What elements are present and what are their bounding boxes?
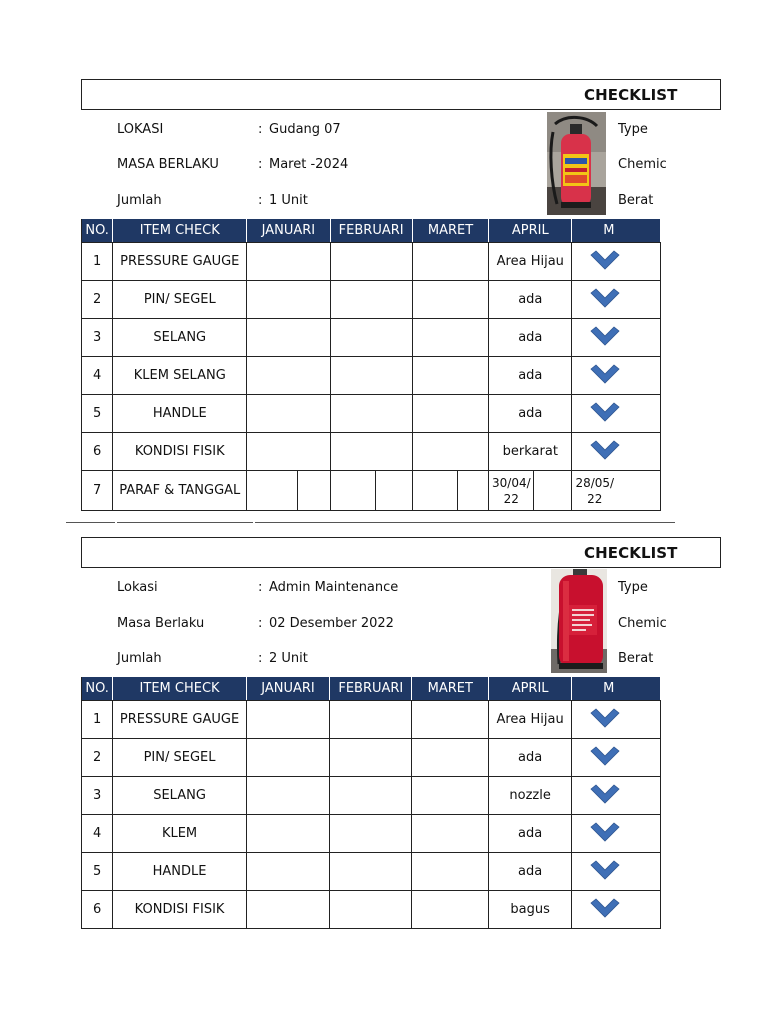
table-row xyxy=(82,357,661,395)
cell-januari xyxy=(246,891,329,929)
cell-mei xyxy=(572,319,661,357)
cell-februari xyxy=(330,777,412,815)
sheet2-masa-label: Masa Berlaku xyxy=(117,616,205,631)
sheet2-extinguisher-photo xyxy=(551,569,607,673)
row-item: PIN/ SEGEL xyxy=(113,739,247,777)
header-april: APRIL xyxy=(489,677,572,701)
cell-april: ada xyxy=(489,395,572,433)
sheet2-colon-2: : xyxy=(258,616,263,631)
cell-februari xyxy=(330,739,412,777)
sheet2-title: CHECKLIST xyxy=(584,544,678,562)
sheet1-lokasi-label: LOKASI xyxy=(117,122,164,137)
cell-februari xyxy=(330,243,412,281)
row-item: KLEM SELANG xyxy=(113,357,247,395)
cell-maret xyxy=(412,433,489,471)
cell-mei xyxy=(572,701,661,739)
cell-mei xyxy=(572,395,661,433)
check-icon xyxy=(590,859,620,885)
header-maret: MARET xyxy=(412,677,489,701)
table-row xyxy=(82,739,661,777)
row-item: SELANG xyxy=(113,777,247,815)
row-no: 1 xyxy=(82,701,113,739)
row-item: PARAF & TANGGAL xyxy=(113,471,247,511)
cell-april: ada xyxy=(489,853,572,891)
sheet1-title: CHECKLIST xyxy=(584,86,678,104)
cell-januari xyxy=(247,357,330,395)
cell-januari-split xyxy=(247,471,330,511)
row-no: 5 xyxy=(82,853,113,891)
cell-mei xyxy=(572,243,661,281)
april-date-line2: 22 xyxy=(503,491,519,506)
check-icon xyxy=(590,287,620,313)
sheet1-title-box xyxy=(81,79,721,110)
row-no: 3 xyxy=(82,777,113,815)
header-item-check: ITEM CHECK xyxy=(113,677,247,701)
sheet1-colon-2: : xyxy=(258,157,263,172)
row-no: 4 xyxy=(82,815,113,853)
sheet1-lokasi-value: Gudang 07 xyxy=(269,122,341,137)
cell-maret xyxy=(412,319,489,357)
cell-februari xyxy=(330,853,412,891)
cell-februari xyxy=(330,357,412,395)
row-no: 1 xyxy=(82,243,113,281)
table-row xyxy=(82,815,661,853)
check-icon xyxy=(590,439,620,465)
row-item: PRESSURE GAUGE xyxy=(113,243,247,281)
cell-januari xyxy=(247,281,330,319)
sheet1-header-row xyxy=(82,219,661,243)
sheet1-masa-value: Maret -2024 xyxy=(269,157,349,172)
paraf-row xyxy=(82,471,661,511)
row-no: 3 xyxy=(82,319,113,357)
table-row xyxy=(82,319,661,357)
header-januari: JANUARI xyxy=(246,677,329,701)
cell-mei xyxy=(572,891,661,929)
sheet1-jumlah-label: Jumlah xyxy=(117,193,162,208)
cell-mei xyxy=(572,739,661,777)
april-paraf-date xyxy=(489,471,534,510)
mei-date-line1: 28/05/ xyxy=(575,475,615,490)
check-icon xyxy=(590,401,620,427)
check-icon xyxy=(590,783,620,809)
cell-maret xyxy=(412,853,489,891)
row-item: KONDISI FISIK xyxy=(113,433,247,471)
header-februari: FEBRUARI xyxy=(330,219,412,243)
row-no: 6 xyxy=(82,433,113,471)
cell-april: ada xyxy=(489,739,572,777)
mei-paraf-date xyxy=(572,471,617,510)
row-no: 5 xyxy=(82,395,113,433)
separator-line-left xyxy=(66,522,115,523)
cell-mei xyxy=(572,281,661,319)
sheet2-colon-3: : xyxy=(258,651,263,666)
cell-februari xyxy=(330,433,412,471)
header-item-check: ITEM CHECK xyxy=(113,219,247,243)
cell-januari xyxy=(246,815,329,853)
row-item: PIN/ SEGEL xyxy=(113,281,247,319)
separator-line-right xyxy=(255,522,675,523)
table-row xyxy=(82,777,661,815)
row-item: KLEM xyxy=(113,815,247,853)
row-item: HANDLE xyxy=(113,853,247,891)
sheet1-masa-label: MASA BERLAKU xyxy=(117,157,219,172)
april-paraf-sign xyxy=(534,471,571,510)
april-date-line1: 30/04/ xyxy=(492,475,531,490)
cell-maret xyxy=(412,815,489,853)
cell-april: ada xyxy=(489,815,572,853)
cell-maret xyxy=(412,357,489,395)
sheet2-colon-1: : xyxy=(258,580,263,595)
cell-maret xyxy=(412,739,489,777)
check-icon xyxy=(590,363,620,389)
row-no: 7 xyxy=(82,471,113,511)
cell-april: berkarat xyxy=(489,433,572,471)
sheet2-berat-label: Berat xyxy=(618,651,654,666)
row-no: 2 xyxy=(82,281,113,319)
cell-april: bagus xyxy=(489,891,572,929)
table-row xyxy=(82,853,661,891)
cell-maret xyxy=(412,701,489,739)
cell-maret xyxy=(412,777,489,815)
cell-februari xyxy=(330,395,412,433)
header-mei: M xyxy=(572,219,661,243)
cell-februari xyxy=(330,319,412,357)
cell-april: ada xyxy=(489,319,572,357)
sheet1-colon-3: : xyxy=(258,193,263,208)
row-no: 4 xyxy=(82,357,113,395)
header-no: NO. xyxy=(82,677,113,701)
row-item: SELANG xyxy=(113,319,247,357)
cell-februari xyxy=(330,891,412,929)
check-icon xyxy=(590,821,620,847)
sheet2-jumlah-value: 2 Unit xyxy=(269,651,308,666)
cell-maret xyxy=(412,281,489,319)
row-item: KONDISI FISIK xyxy=(113,891,247,929)
sheet1-checklist-table xyxy=(81,218,661,511)
sheet1-chemical-label: Chemic xyxy=(618,157,667,172)
table-row xyxy=(82,243,661,281)
mei-date-line2: 22 xyxy=(587,491,603,506)
row-no: 2 xyxy=(82,739,113,777)
cell-mei xyxy=(572,357,661,395)
cell-maret xyxy=(412,243,489,281)
row-item: PRESSURE GAUGE xyxy=(113,701,247,739)
table-row xyxy=(82,433,661,471)
sheet2-lokasi-label: Lokasi xyxy=(117,580,158,595)
sheet1-type-label: Type xyxy=(618,122,648,137)
cell-februari xyxy=(330,701,412,739)
sheet2-checklist-table xyxy=(81,676,661,929)
header-januari: JANUARI xyxy=(247,219,330,243)
cell-mei xyxy=(572,815,661,853)
header-mei: M xyxy=(572,677,661,701)
header-februari: FEBRUARI xyxy=(330,677,412,701)
cell-januari xyxy=(247,319,330,357)
sheet1-berat-label: Berat xyxy=(618,193,654,208)
header-maret: MARET xyxy=(412,219,489,243)
cell-januari xyxy=(247,243,330,281)
cell-januari xyxy=(246,739,329,777)
sheet2-masa-value: 02 Desember 2022 xyxy=(269,616,394,631)
cell-januari xyxy=(247,433,330,471)
cell-mei xyxy=(572,777,661,815)
cell-mei-split xyxy=(572,471,661,511)
cell-april: Area Hijau xyxy=(489,701,572,739)
check-icon xyxy=(590,325,620,351)
sheet2-type-label: Type xyxy=(618,580,648,595)
cell-april: Area Hijau xyxy=(489,243,572,281)
table-row xyxy=(82,891,661,929)
check-icon xyxy=(590,745,620,771)
table-row xyxy=(82,281,661,319)
cell-januari xyxy=(246,853,329,891)
cell-maret xyxy=(412,891,489,929)
cell-april: ada xyxy=(489,281,572,319)
sheet2-lokasi-value: Admin Maintenance xyxy=(269,580,399,595)
check-icon xyxy=(590,249,620,275)
sheet1-extinguisher-photo xyxy=(547,112,606,215)
row-no: 6 xyxy=(82,891,113,929)
sheet1-jumlah-value: 1 Unit xyxy=(269,193,308,208)
table-row xyxy=(82,701,661,739)
cell-april-split xyxy=(489,471,572,511)
header-no: NO. xyxy=(82,219,113,243)
cell-maret xyxy=(412,395,489,433)
sheet2-chemical-label: Chemic xyxy=(618,616,667,631)
sheet1-colon-1: : xyxy=(258,122,263,137)
separator-line-mid xyxy=(117,522,253,523)
cell-februari xyxy=(330,281,412,319)
cell-maret-split xyxy=(412,471,489,511)
sheet2-header-row xyxy=(82,677,661,701)
cell-mei xyxy=(572,853,661,891)
cell-april: ada xyxy=(489,357,572,395)
cell-april: nozzle xyxy=(489,777,572,815)
check-icon xyxy=(590,707,620,733)
sheet2-title-box xyxy=(81,537,721,568)
cell-januari xyxy=(247,395,330,433)
sheet2-jumlah-label: Jumlah xyxy=(117,651,162,666)
cell-januari xyxy=(246,701,329,739)
header-april: APRIL xyxy=(489,219,572,243)
check-icon xyxy=(590,897,620,923)
cell-februari xyxy=(330,815,412,853)
cell-februari-split xyxy=(330,471,412,511)
cell-mei xyxy=(572,433,661,471)
table-row xyxy=(82,395,661,433)
row-item: HANDLE xyxy=(113,395,247,433)
cell-januari xyxy=(246,777,329,815)
